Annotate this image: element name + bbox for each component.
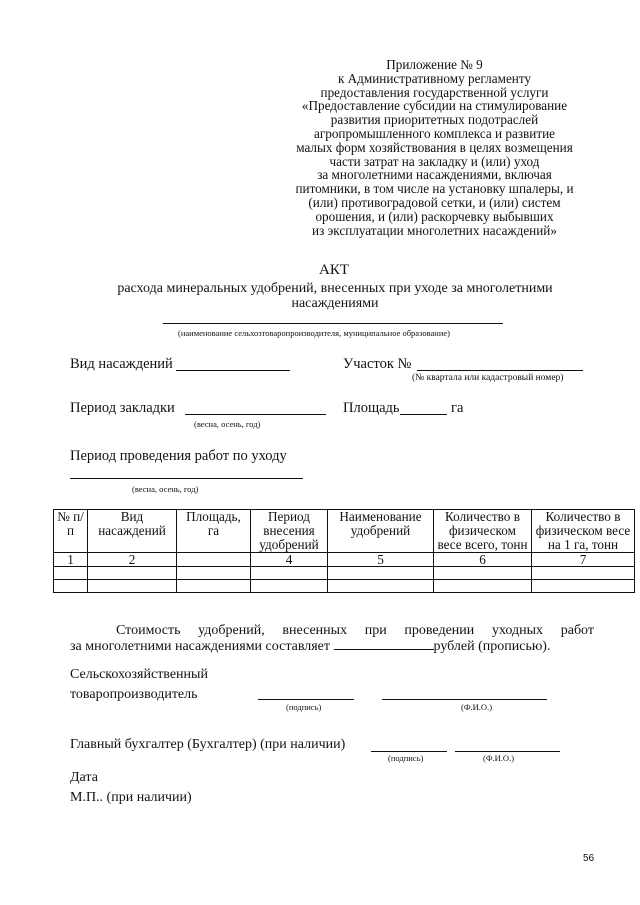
table-cell[interactable] <box>434 580 532 593</box>
producer-label <box>70 665 208 705</box>
care-period-label: Период проведения работ по уходу <box>70 448 287 464</box>
table-cell <box>177 553 251 567</box>
area-unit: га <box>451 400 464 416</box>
appendix-line: части затрат на закладку и (или) уход <box>329 153 540 169</box>
producer-signature-caption: (подпись) <box>286 702 322 712</box>
table-cell: 6 <box>434 553 532 567</box>
table-cell[interactable] <box>88 567 177 580</box>
table-header-row <box>54 510 635 553</box>
table-cell: 1 <box>54 553 88 567</box>
producer-signature-field[interactable] <box>258 699 354 700</box>
appendix-line: малых форм хозяйствования в целях возмещения <box>296 139 573 155</box>
producer-name-field[interactable] <box>382 699 547 700</box>
col-header-total-weight: Количество в физическом весе всего, тонн <box>434 510 532 553</box>
appendix-line: за многолетними насаждениями, включая <box>317 167 552 183</box>
planting-period-label: Период закладки <box>70 400 175 416</box>
table-cell[interactable] <box>251 567 328 580</box>
stamp-label: М.П.. (при наличии) <box>70 790 192 805</box>
accountant-signature-caption: (подпись) <box>388 753 424 763</box>
table-cell: 4 <box>251 553 328 567</box>
table-row <box>54 567 635 580</box>
col-header-fertilizer-name: Наименование удобрений <box>328 510 434 553</box>
appendix-line: предоставления государственной услуги <box>320 84 549 100</box>
table-cell[interactable] <box>177 567 251 580</box>
appendix-header <box>262 58 607 237</box>
producer-label-line-1: Сельскохозяйственный <box>70 667 208 682</box>
appendix-line: агропромышленного комплекса и развитие <box>313 125 556 141</box>
appendix-line: «Предоставление субсидии на стимулирование <box>301 98 568 114</box>
act-subtitle: расхода минеральных удобрений, внесенных при уходе за многолетними насаждениями <box>117 281 553 311</box>
appendix-line: питомники, в том числе на установку шпалеры, и <box>295 181 574 197</box>
producer-name-caption: (Ф.И.О.) <box>461 702 493 712</box>
table-cell[interactable] <box>54 567 88 580</box>
appendix-line: развития приоритетных подотраслей <box>330 112 539 128</box>
table-cell[interactable] <box>54 580 88 593</box>
table-cell[interactable] <box>177 580 251 593</box>
col-header-weight-per-ha: Количество в физическом весе на 1 га, тонн <box>532 510 635 553</box>
appendix-line: Приложение № 9 <box>386 57 483 72</box>
planting-period-caption: (весна, осень, год) <box>194 419 261 429</box>
plant-type-field[interactable] <box>176 370 290 371</box>
appendix-line: орошения, и (или) раскорчевку выбывших <box>315 208 554 224</box>
appendix-line: (или) противоградовой сетки, и (или) систем <box>308 194 561 210</box>
col-header-area: Площадь, га <box>177 510 251 553</box>
table-cell: 2 <box>88 553 177 567</box>
accountant-signature-field[interactable] <box>371 751 447 752</box>
cost-paragraph <box>70 623 594 654</box>
col-header-plant-type: Вид насаждений <box>88 510 177 553</box>
table-cell[interactable] <box>434 567 532 580</box>
accountant-label: Главный бухгалтер (Бухгалтер) (при наличии) <box>70 737 346 752</box>
planting-period-field[interactable] <box>185 414 326 415</box>
table-cell[interactable] <box>328 580 434 593</box>
care-period-caption: (весна, осень, год) <box>132 484 199 494</box>
table-cell[interactable] <box>88 580 177 593</box>
table-number-row <box>54 553 635 567</box>
appendix-line: к Административному регламенту <box>337 70 532 86</box>
table-cell[interactable] <box>532 580 635 593</box>
accountant-name-caption: (Ф.И.О.) <box>483 753 515 763</box>
area-field[interactable] <box>400 414 447 415</box>
plot-label: Участок № <box>343 356 412 372</box>
cost-amount-field[interactable] <box>334 638 434 650</box>
cost-line-1: Стоимость удобрений, внесенных при проведении уходных работ <box>116 623 594 638</box>
table-cell: 5 <box>328 553 434 567</box>
cost-line-2-end: рублей (прописью). <box>433 639 551 654</box>
producer-caption: (наименование сельхозтоваропроизводителя, муниципальное образование) <box>178 328 450 338</box>
plant-type-label: Вид насаждений <box>70 356 173 372</box>
table-cell[interactable] <box>251 580 328 593</box>
col-header-number: № п/п <box>54 510 88 553</box>
table-row <box>54 580 635 593</box>
producer-label-line-2: товаропроизводитель <box>70 687 198 702</box>
date-label: Дата <box>70 770 98 785</box>
accountant-name-field[interactable] <box>455 751 560 752</box>
fertilizer-table <box>53 509 635 593</box>
act-title: АКТ <box>319 262 349 278</box>
area-label: Площадь <box>343 400 400 416</box>
cost-line-2 <box>70 638 594 654</box>
plot-caption: (№ квартала или кадастровый номер) <box>412 373 564 383</box>
care-period-field[interactable] <box>70 478 303 479</box>
producer-line[interactable] <box>163 323 503 324</box>
cost-line-2-start: за многолетними насаждениями составляет <box>70 639 331 654</box>
appendix-line: из эксплуатации многолетних насаждений» <box>312 222 557 238</box>
col-header-period: Период внесения удобрений <box>251 510 328 553</box>
page-number: 56 <box>583 853 595 864</box>
table-cell: 7 <box>532 553 635 567</box>
plot-field[interactable] <box>417 370 583 371</box>
table-cell[interactable] <box>532 567 635 580</box>
table-cell[interactable] <box>328 567 434 580</box>
